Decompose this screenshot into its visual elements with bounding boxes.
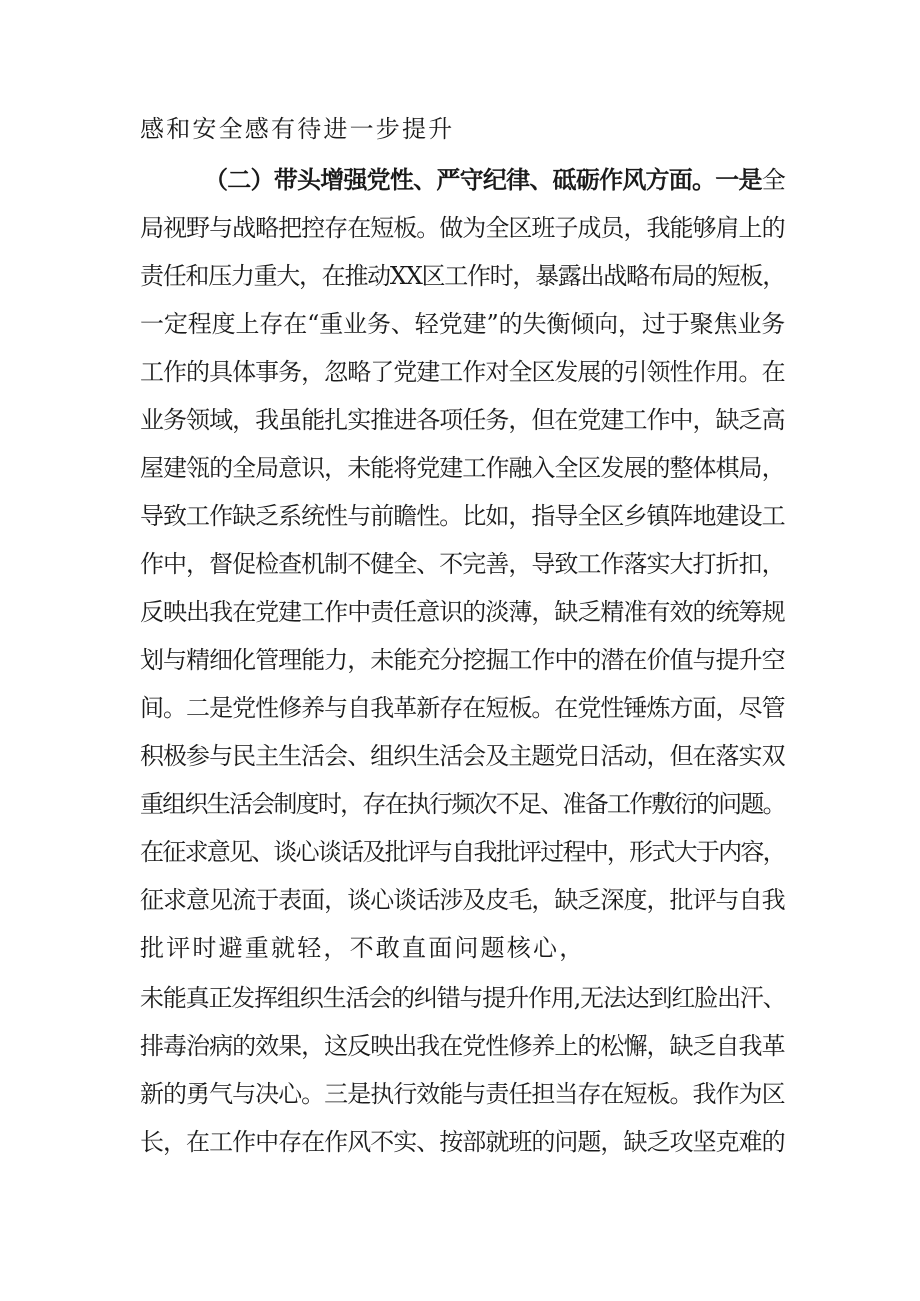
text-line: 间。二是党性修养与自我革新存在短板。在党性锤炼方面，尽管 (140, 694, 785, 722)
text-line: 在征求意见、谈心谈话及批评与自我批评过程中，形式大于内容， (140, 838, 785, 866)
section-heading-line (204, 165, 785, 195)
text-line: 局视野与战略把控存在短板。做为全区班子成员，我能够肩上的 (140, 214, 785, 242)
text-line: 责任和压力重大，在推动XX区工作时，暴露出战略布局的短板， (140, 262, 785, 290)
text-line: 导致工作缺乏系统性与前瞻性。比如，指导全区乡镇阵地建设工 (140, 502, 785, 530)
text-line: 作中，督促检查机制不健全、不完善，导致工作落实大打折扣， (140, 550, 785, 578)
text-line: 重组织生活会制度时，存在执行频次不足、准备工作敷衍的问题。 (140, 790, 785, 818)
text-line: 一定程度上存在“重业务、轻党建”的失衡倾向，过于聚焦业务 (140, 310, 786, 338)
text-line: 积极参与民主生活会、组织生活会及主题党日活动，但在落实双 (140, 742, 785, 770)
text-line: 工作的具体事务，忽略了党建工作对全区发展的引领性作用。在 (140, 358, 785, 386)
text-line: 批评时避重就轻，不敢直面问题核心， (140, 934, 586, 962)
text-line: 感和安全感有待进一步提升 (140, 115, 455, 143)
heading-continuation: 全 (761, 166, 786, 194)
text-line: 未能真正发挥组织生活会的纠错与提升作用,无法达到红脸出汗、 (140, 984, 786, 1012)
text-line: 屋建瓴的全局意识，未能将党建工作融入全区发展的整体棋局， (140, 454, 785, 482)
section-heading: （二）带头增强党性、严守纪律、砥砺作风方面。一是 (204, 165, 762, 194)
text-line: 长，在工作中存在作风不实、按部就班的问题，缺乏攻坚克难的 (140, 1128, 785, 1156)
text-line: 征求意见流于表面，谈心谈话涉及皮毛，缺乏深度，批评与自我 (140, 886, 785, 914)
text-line: 新的勇气与决心。三是执行效能与责任担当存在短板。我作为区 (140, 1080, 785, 1108)
text-line: 反映出我在党建工作中责任意识的淡薄，缺乏精准有效的统筹规 (140, 598, 785, 626)
text-line: 划与精细化管理能力，未能充分挖掘工作中的潜在价值与提升空 (140, 646, 785, 674)
text-line: 业务领域，我虽能扎实推进各项任务，但在党建工作中，缺乏高 (140, 406, 785, 434)
text-line: 排毒治病的效果，这反映出我在党性修养上的松懈，缺乏自我革 (140, 1032, 785, 1060)
